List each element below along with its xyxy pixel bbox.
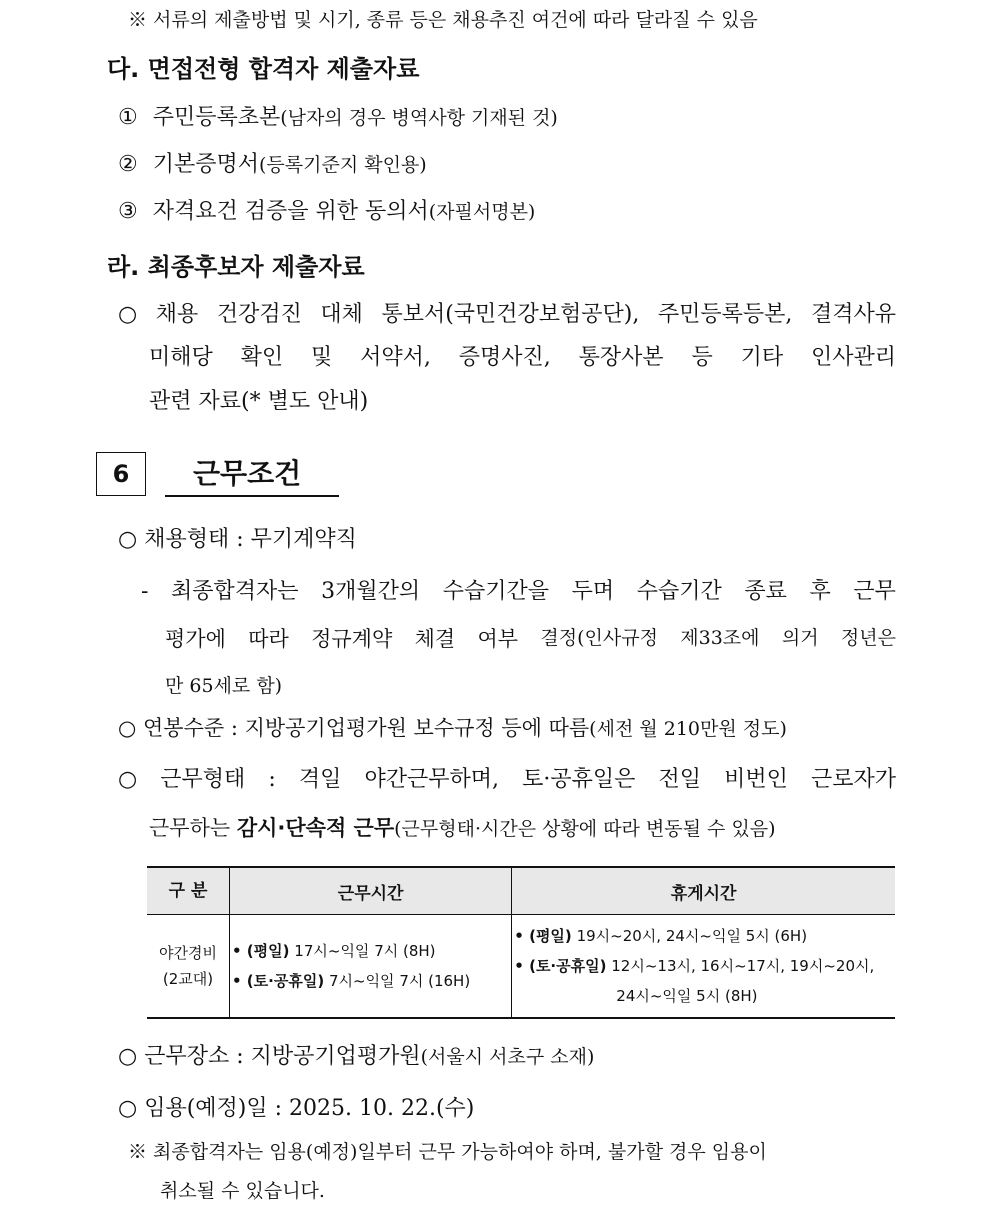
workplace: ○ 근무장소 : 지방공기업평가원(서울시 서초구 소재): [118, 1044, 595, 1069]
header-work-hours: 근무시간: [230, 867, 512, 915]
item-marker: ③: [118, 199, 138, 224]
salary-text: ○ 연봉수준 : 지방공기업평가원 보수규정 등에 따름: [118, 716, 590, 740]
probation-line: - 최종합격자는 3개월간의 수습기간을 두며 수습기간 종료 후 근무: [141, 579, 896, 604]
break-hours-cell: • (평일) 19시~20시, 24시~익일 5시 (6H) • (토·공휴일) 12시~13시, 16시~17시, 19시~20시, 24시~익일 5시 (8H): [512, 915, 895, 1019]
top-notice: ※ 서류의 제출방법 및 시기, 종류 등은 채용추진 여건에 따라 달라질 수 있음: [128, 9, 758, 31]
item-marker: ②: [118, 152, 138, 177]
work-hours-cell: • (평일) 17시~익일 7시 (8H) • (토·공휴일) 7시~익일 7시 (16H): [230, 915, 512, 1019]
item-text: 주민등록초본: [152, 105, 281, 130]
table-header-row: [147, 867, 895, 915]
salary-note: (세전 월 210만원 정도): [589, 718, 787, 740]
bottom-notice: 취소될 수 있습니다.: [160, 1180, 325, 1202]
appointment-date: ○ 임용(예정)일 : 2025. 10. 22.(수): [118, 1096, 475, 1121]
probation-line: 만 65세로 함): [165, 675, 283, 697]
header-category: 구 분: [147, 867, 230, 915]
salary-level: [118, 716, 896, 741]
document-item: [118, 152, 427, 178]
item-note: (등록기준지 확인용): [259, 154, 427, 176]
item-note: (자필서명본): [428, 201, 536, 223]
section-title: 근무조건: [165, 455, 339, 497]
item-note: (남자의 경우 병역사항 기재된 것): [280, 107, 558, 129]
item-text: 기본증명서: [152, 152, 259, 177]
item-text: 자격요건 검증을 위한 동의서: [152, 199, 429, 224]
work-schedule-table: [147, 866, 895, 1019]
section-heading-final: 라. 최종후보자 제출자료: [107, 253, 365, 281]
document-item: [118, 199, 535, 225]
employment-type: ○ 채용형태 : 무기계약직: [118, 527, 357, 552]
item-marker: ①: [118, 105, 138, 130]
header-break-hours: 휴게시간: [512, 867, 895, 915]
final-docs-line: ○ 채용 건강검진 대체 통보서(국민건강보험공단), 주민등록등본, 결격사유: [118, 302, 896, 327]
work-type-line: ○ 근무형태 : 격일 야간근무하며, 토·공휴일은 전일 비번인 근로자가: [118, 767, 896, 792]
probation-line: 평가에 따라 정규계약 체결 여부 결정(인사규정 제33조에 의거 정년은: [165, 627, 896, 651]
category-cell: 야간경비 (2교대): [147, 915, 230, 1019]
document-item: [118, 105, 558, 131]
bottom-notice: ※ 최종합격자는 임용(예정)일부터 근무 가능하여야 하며, 불가할 경우 임용이: [128, 1141, 767, 1163]
section-number-box: 6: [96, 452, 146, 496]
table-row: [147, 915, 895, 1019]
final-docs-line: 관련 자료(* 별도 안내): [149, 389, 369, 414]
work-type-line: 근무하는 감시·단속적 근무(근무형태·시간은 상황에 따라 변동될 수 있음): [149, 816, 776, 840]
section-heading-interview: 다. 면접전형 합격자 제출자료: [107, 55, 420, 83]
final-docs-line: 미해당 확인 및 서약서, 증명사진, 통장사본 등 기타 인사관리: [149, 345, 896, 370]
emphasis-text: 감시·단속적 근무: [236, 816, 395, 840]
